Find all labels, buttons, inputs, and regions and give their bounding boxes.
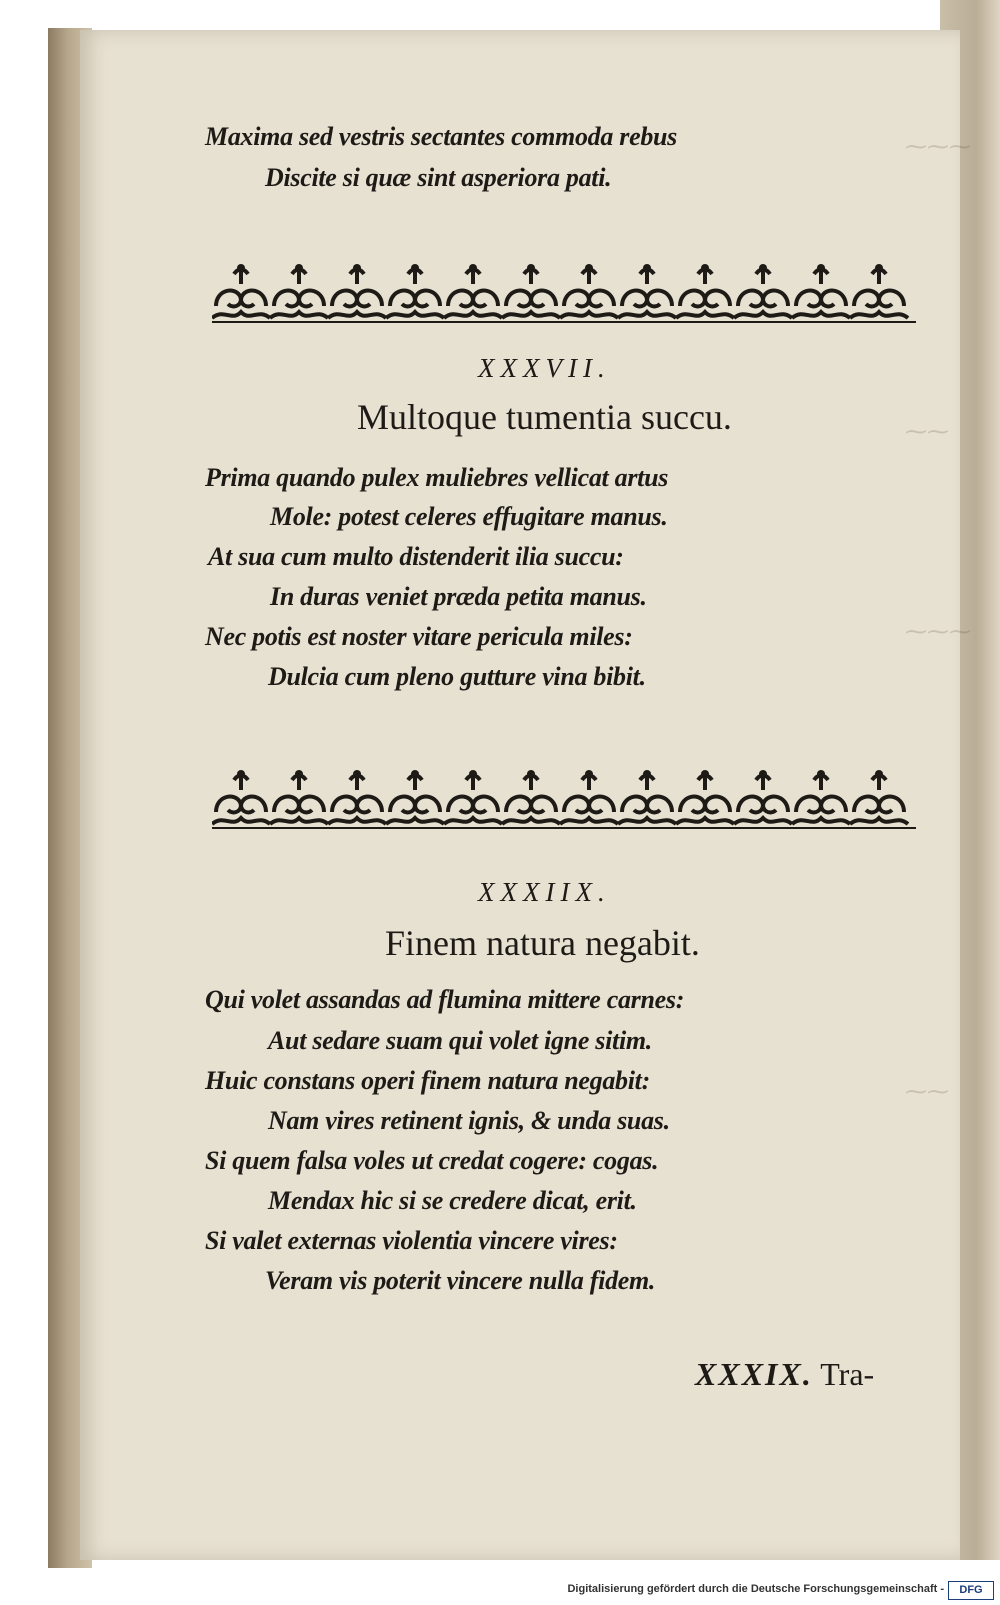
bleed-through-mark: ⁓⁓	[905, 1080, 949, 1105]
section-numeral: XXXIIX.	[478, 877, 611, 907]
verse-line: Discite si quæ sint asperiora pati.	[265, 163, 612, 192]
section-motto: Finem natura negabit.	[385, 923, 700, 963]
verse-line: Mole: potest celeres effugitare manus.	[270, 502, 668, 531]
footer-credit: Digitalisierung gefördert durch die Deutsche Forschungsgemeinschaft -	[567, 1583, 944, 1595]
bleed-through-mark: ⁓⁓⁓	[905, 135, 971, 160]
section-motto: Multoque tumentia succu.	[357, 397, 732, 437]
digitization-footer	[0, 1578, 1000, 1605]
verse-line: Huic constans operi finem natura negabit:	[205, 1066, 650, 1095]
verse-line: Si quem falsa voles ut credat cogere: cogas.	[205, 1146, 659, 1175]
verse-line: Dulcia cum pleno gutture vina bibit.	[268, 662, 646, 691]
dfg-logo: DFG	[948, 1581, 994, 1600]
verse-line: Nec potis est noster vitare pericula miles:	[205, 622, 633, 651]
verse-line: Maxima sed vestris sectantes commoda rebus	[205, 122, 677, 151]
verse-line: In duras veniet præda petita manus.	[270, 582, 647, 611]
verse-line: Qui volet assandas ad flumina mittere carnes:	[205, 985, 685, 1014]
bleed-through-mark: ⁓⁓⁓	[905, 620, 971, 645]
verse-line: Veram vis poterit vincere nulla fidem.	[265, 1266, 656, 1295]
bleed-through-mark: ⁓⁓	[905, 420, 949, 445]
verse-line: Nam vires retinent ignis, & unda suas.	[268, 1106, 670, 1135]
ornamental-border	[212, 768, 916, 830]
catchword-word: Tra-	[820, 1356, 875, 1392]
section-numeral: XXXVII.	[478, 353, 611, 383]
catchword-numeral: XXXIX.	[695, 1356, 813, 1392]
verse-line: Prima quando pulex muliebres vellicat artus	[205, 463, 669, 492]
verse-line: Si valet externas violentia vincere vires:	[205, 1226, 618, 1255]
catchword	[695, 1356, 874, 1393]
verse-line: Aut sedare suam qui volet igne sitim.	[268, 1026, 652, 1055]
ornamental-border	[212, 262, 916, 324]
verse-line: At sua cum multo distenderit ilia succu:	[208, 542, 624, 571]
verse-line: Mendax hic si se credere dicat, erit.	[268, 1186, 637, 1215]
